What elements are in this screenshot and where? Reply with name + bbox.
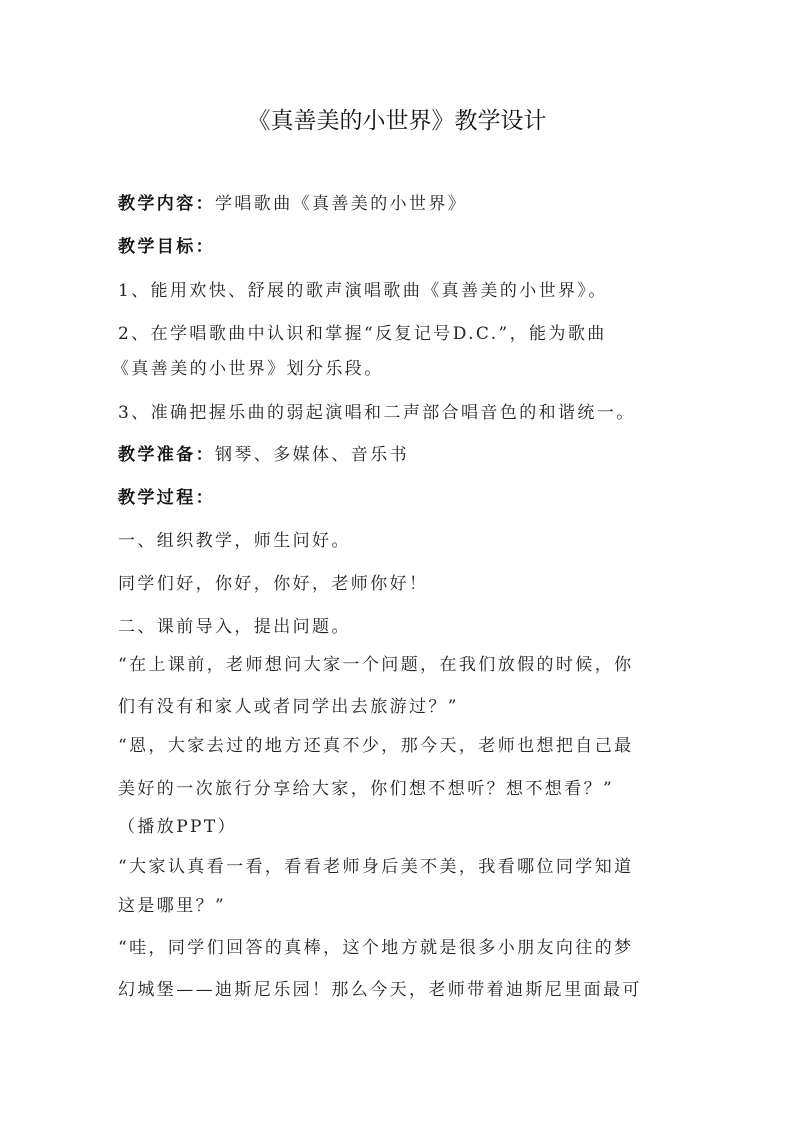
teaching-preparation-value: 钢琴、多媒体、音乐书 [215, 445, 409, 465]
process-line: 们有没有和家人或者同学出去旅游过？” [118, 697, 459, 717]
process-line: 一、组织教学，师生问好。 [118, 531, 351, 551]
process-line: 二、课前导入，提出问题。 [118, 617, 351, 637]
goal-item-2: 2、在学唱歌曲中认识和掌握“反复记号D.C.”，能为歌曲 [118, 324, 607, 344]
teaching-goals-heading [118, 232, 678, 257]
process-line: “在上课前，老师想问大家一个问题，在我们放假的时候，你 [118, 655, 634, 675]
process-line: 这是哪里？” [118, 896, 227, 916]
goal-item-1: 1、能用欢快、舒展的歌声演唱歌曲《真善美的小世界》。 [118, 281, 608, 301]
teaching-preparation-line [118, 440, 678, 465]
process-line: 幻城堡——迪斯尼乐园！那么今天，老师带着迪斯尼里面最可 [118, 980, 642, 1000]
process-line: “哇，同学们回答的真棒，这个地方就是很多小朋友向往的梦 [118, 938, 634, 958]
teaching-content-label: 教学内容： [118, 194, 215, 214]
teaching-process-heading [118, 483, 678, 508]
teaching-process-label: 教学过程： [118, 488, 215, 508]
goal-item-3: 3、准确把握乐曲的弱起演唱和二声部合唱音色的和谐统一。 [118, 403, 636, 423]
teaching-preparation-label: 教学准备： [118, 445, 215, 465]
process-line: 美好的一次旅行分享给大家，你们想不想听？想不想看？” [118, 779, 615, 799]
goal-item-2-continued: 《真善美的小世界》划分乐段。 [112, 359, 384, 379]
document-title: 《真善美的小世界》教学设计 [247, 108, 547, 134]
teaching-content-line [118, 189, 678, 214]
teaching-goals-label: 教学目标： [118, 237, 215, 257]
process-line: “大家认真看一看，看看老师身后美不美，我看哪位同学知道 [118, 857, 634, 877]
process-line: 同学们好，你好，你好，老师你好！ [118, 574, 429, 594]
process-line: （播放PPT） [118, 817, 238, 837]
process-line: “恩，大家去过的地方还真不少，那今天，老师也想把自己最 [118, 736, 634, 756]
teaching-content-value: 学唱歌曲《真善美的小世界》 [215, 194, 468, 214]
